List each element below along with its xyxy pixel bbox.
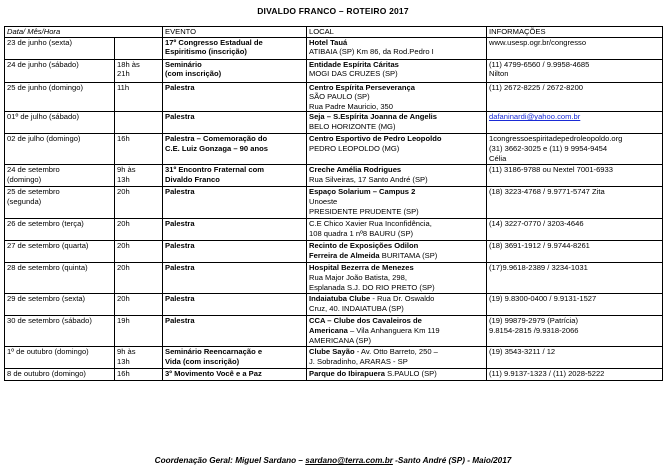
event-text: Seminário	[165, 59, 202, 69]
time-text: 20h	[117, 241, 130, 251]
cell-event	[163, 187, 307, 219]
cell-event	[163, 37, 307, 59]
info-text: (18) 3691-1912 / 9.9744-8261	[489, 241, 590, 251]
cell-time	[115, 82, 163, 112]
cell-local	[307, 369, 487, 381]
info-text: (18) 3223-4768 / 9.9771-5747 Zita	[489, 187, 605, 197]
schedule-table	[4, 26, 663, 381]
cell-date	[5, 241, 115, 263]
time-text: 20h	[117, 187, 130, 197]
local-venue-name: Hospital Bezerra de Menezes	[309, 263, 414, 273]
date-text: 02 de julho (domingo)	[7, 134, 81, 144]
cell-date	[5, 165, 115, 187]
local-address: BELO HORIZONTE (MG)	[309, 121, 396, 131]
table-row	[5, 369, 663, 381]
local-address: Rua Padre Mauricio, 350	[309, 101, 393, 111]
document-title: DIVALDO FRANCO – ROTEIRO 2017	[257, 6, 409, 16]
cell-event	[163, 369, 307, 381]
table-row	[5, 112, 663, 134]
local-venue-name: Recinto de Exposições Odilon	[309, 241, 419, 251]
cell-time	[115, 134, 163, 165]
cell-time	[115, 59, 163, 82]
footer-suffix: -Santo André (SP) - Maio/2017	[395, 456, 512, 465]
local-venue	[309, 165, 484, 175]
info-text: (11) 4799-6560 / 9.9958-4685	[489, 59, 590, 69]
event-text: Seminário Reencarnação e	[165, 347, 263, 357]
cell-local	[307, 165, 487, 187]
header-row	[5, 27, 663, 38]
local-address: PRESIDENTE PRUDENTE (SP)	[309, 206, 419, 216]
date-text: 1º de outubro (domingo)	[7, 347, 89, 357]
time-text: 21h	[117, 69, 130, 79]
local-venue-name: Espaço Solarium – Campus 2	[309, 187, 416, 197]
header-event: EVENTO	[163, 27, 307, 38]
cell-local	[307, 59, 487, 82]
date-text: 30 de setembro (sábado)	[7, 316, 92, 326]
event-text: Palestra	[165, 82, 195, 92]
time-text: 9h às	[117, 347, 136, 357]
cell-local	[307, 219, 487, 241]
cell-time	[115, 316, 163, 347]
cell-time	[115, 294, 163, 316]
cell-event	[163, 241, 307, 263]
cell-event	[163, 316, 307, 347]
cell-local	[307, 37, 487, 59]
local-address: SÃO PAULO (SP)	[309, 92, 370, 102]
cell-local	[307, 82, 487, 112]
cell-event	[163, 59, 307, 82]
local-venue-detail: - Rua Dr. Oswaldo	[372, 294, 435, 304]
local-venue-name: Americana	[309, 325, 348, 335]
info-text: (11) 2672-8225 / 2672-8200	[489, 82, 584, 92]
cell-info	[487, 134, 663, 165]
info-text: www.usesp.ogr.br/congresso	[489, 37, 587, 47]
cell-event	[163, 82, 307, 112]
cell-info	[487, 294, 663, 316]
event-text: Espiritismo (inscrição)	[165, 47, 247, 57]
event-text: Divaldo Franco	[165, 174, 220, 184]
info-text: 1congressoespiritadepedroleopoldo.org	[489, 134, 623, 144]
time-text: 13h	[117, 356, 130, 366]
cell-event	[163, 347, 307, 369]
local-venue-name: Parque do Ibirapuera	[309, 369, 385, 379]
local-venue-name: Centro Esportivo de Pedro Leopoldo	[309, 134, 442, 144]
time-text: 16h	[117, 134, 130, 144]
cell-local	[307, 134, 487, 165]
info-text: Célia	[489, 153, 507, 163]
info-text: (11) 9.9137-1323 / (11) 2028-5222	[489, 369, 605, 379]
local-venue	[309, 294, 484, 304]
local-address: PEDRO LEOPOLDO (MG)	[309, 143, 400, 153]
cell-info	[487, 263, 663, 294]
date-text: 25 de setembro	[7, 187, 60, 197]
local-venue-detail: – Vila Anhanguera Km 119	[349, 325, 440, 335]
time-text: 18h às	[117, 59, 140, 69]
cell-info	[487, 59, 663, 82]
local-venue	[309, 38, 484, 48]
cell-event	[163, 134, 307, 165]
time-text: 16h	[117, 369, 130, 379]
time-text: 13h	[117, 174, 130, 184]
date-text: 28 de setembro (quinta)	[7, 263, 88, 273]
event-text: Palestra	[165, 263, 195, 273]
cell-info	[487, 187, 663, 219]
local-venue-detail: BURITAMA (SP)	[381, 250, 438, 260]
cell-info	[487, 37, 663, 59]
info-text: (31) 3662-3025 e (11) 9 9954-9454	[489, 143, 608, 153]
local-address: Unoeste	[309, 196, 338, 206]
info-text: (19) 9.8300-0400 / 9.9131-1527	[489, 294, 597, 304]
cell-event	[163, 219, 307, 241]
local-address: AMERICANA (SP)	[309, 335, 372, 345]
info-text: (11) 3186-9788 ou Nextel 7001-6933	[489, 165, 613, 175]
schedule-body	[5, 37, 663, 381]
date-text: 29 de setembro (sexta)	[7, 294, 86, 304]
date-text: 27 de setembro (quarta)	[7, 241, 89, 251]
info-text: Nilton	[489, 69, 509, 79]
date-text: 26 de setembro (terça)	[7, 219, 84, 229]
local-address: Cruz, 40. INDAIATUBA (SP)	[309, 303, 404, 313]
table-row	[5, 165, 663, 187]
local-venue-detail: S.PAULO (SP)	[387, 369, 437, 379]
table-row	[5, 219, 663, 241]
cell-event	[163, 165, 307, 187]
cell-event	[163, 294, 307, 316]
local-address: C.E Chico Xavier Rua Inconfidência,	[309, 219, 432, 229]
date-text: 23 de junho (sexta)	[7, 37, 73, 47]
local-address: Rua Major João Batista, 298,	[309, 272, 407, 282]
info-email-link[interactable]: dafaninardi@yahoo.com.br	[489, 112, 581, 122]
table-row	[5, 37, 663, 59]
event-text: Palestra	[165, 316, 195, 326]
time-text: 20h	[117, 294, 130, 304]
date-text: (domingo)	[7, 174, 42, 184]
header-info: INFORMAÇÕES	[487, 27, 663, 38]
local-address: J. Sobradinho, ARARAS - SP	[309, 356, 408, 366]
cell-date	[5, 316, 115, 347]
date-text: 8 de outubro (domingo)	[7, 369, 86, 379]
local-venue	[309, 187, 484, 197]
local-venue-detail: - Av. Otto Barreto, 250 –	[356, 347, 438, 357]
cell-date	[5, 219, 115, 241]
local-venue	[309, 83, 484, 93]
local-venue-name: Indaiatuba Clube	[309, 294, 371, 304]
cell-date	[5, 37, 115, 59]
local-venue	[309, 112, 484, 122]
event-text: Palestra	[165, 241, 195, 251]
time-text: 9h às	[117, 165, 136, 175]
cell-date	[5, 369, 115, 381]
local-venue-name: Seja – S.Espírita Joanna de Angelis	[309, 112, 438, 122]
cell-local	[307, 112, 487, 134]
local-venue	[309, 241, 484, 251]
local-venue	[309, 263, 484, 273]
time-text: 19h	[117, 316, 130, 326]
table-row	[5, 241, 663, 263]
event-text: Palestra	[165, 112, 195, 122]
local-venue	[309, 251, 484, 261]
table-row	[5, 82, 663, 112]
cell-time	[115, 165, 163, 187]
time-text: 11h	[117, 82, 130, 92]
cell-local	[307, 263, 487, 294]
cell-time	[115, 37, 163, 59]
event-text: 3º Movimento Você e a Paz	[165, 369, 262, 379]
local-venue	[309, 326, 484, 336]
event-text: C.E. Luiz Gonzaga – 90 anos	[165, 143, 268, 153]
cell-info	[487, 241, 663, 263]
local-address: ATIBAIA (SP) Km 86, da Rod.Pedro I	[309, 47, 434, 57]
local-venue	[309, 316, 484, 326]
event-text: (com inscrição)	[165, 69, 222, 79]
cell-date	[5, 294, 115, 316]
footer-email-link[interactable]: sardano@terra.com.br	[305, 456, 393, 465]
date-text: (segunda)	[7, 196, 42, 206]
cell-date	[5, 347, 115, 369]
cell-time	[115, 263, 163, 294]
event-text: Palestra	[165, 294, 195, 304]
table-row	[5, 316, 663, 347]
local-venue-name: Creche Amélia Rodrigues	[309, 165, 402, 175]
cell-time	[115, 112, 163, 134]
cell-info	[487, 369, 663, 381]
date-text: 01º de julho (sábado)	[7, 112, 80, 122]
time-text: 20h	[117, 263, 130, 273]
cell-date	[5, 82, 115, 112]
cell-local	[307, 241, 487, 263]
cell-info	[487, 316, 663, 347]
cell-time	[115, 369, 163, 381]
event-text: Palestra – Comemoração do	[165, 134, 268, 144]
cell-info	[487, 165, 663, 187]
cell-time	[115, 241, 163, 263]
table-row	[5, 294, 663, 316]
date-text: 24 de setembro	[7, 165, 60, 175]
info-text: (17)9.9618-2389 / 3234-1031	[489, 263, 588, 273]
local-venue-name: Entidade Espírita Cáritas	[309, 59, 399, 69]
cell-date	[5, 134, 115, 165]
event-text: 17º Congresso Estadual de	[165, 37, 263, 47]
cell-event	[163, 112, 307, 134]
cell-time	[115, 219, 163, 241]
time-text: 20h	[117, 219, 130, 229]
cell-date	[5, 59, 115, 82]
table-row	[5, 263, 663, 294]
cell-date	[5, 112, 115, 134]
info-text: (14) 3227-0770 / 3203-4646	[489, 219, 584, 229]
table-row	[5, 134, 663, 165]
local-venue	[309, 347, 484, 357]
cell-date	[5, 263, 115, 294]
cell-info	[487, 82, 663, 112]
local-venue	[309, 369, 484, 379]
cell-time	[115, 347, 163, 369]
cell-event	[163, 263, 307, 294]
cell-date	[5, 187, 115, 219]
local-address: Esplanada S.J. DO RIO PRETO (SP)	[309, 282, 435, 292]
date-text: 24 de junho (sábado)	[7, 59, 79, 69]
local-venue-name: Clube Sayão	[309, 347, 355, 357]
local-venue-name: Hotel Tauá	[309, 37, 348, 47]
local-venue	[309, 134, 484, 144]
event-text: 31º Encontro Fraternal com	[165, 165, 264, 175]
footer-prefix: Coordenação Geral: Miguel Sardano –	[154, 456, 303, 465]
info-text: 9.8154-2815 /9.9318-2066	[489, 325, 579, 335]
local-venue-name: CCA – Clube dos Cavaleiros de	[309, 316, 422, 326]
local-venue-name: Centro Espírita Perseverança	[309, 82, 415, 92]
cell-local	[307, 294, 487, 316]
info-text: (19) 3543-3211 / 12	[489, 347, 556, 357]
cell-time	[115, 187, 163, 219]
cell-local	[307, 347, 487, 369]
info-text: (19) 99879-2979 (Patrícia)	[489, 316, 579, 326]
footer-credit	[0, 456, 666, 465]
event-text: Vida (com inscrição)	[165, 356, 240, 366]
local-venue	[309, 60, 484, 70]
table-row	[5, 187, 663, 219]
table-row	[5, 59, 663, 82]
table-row	[5, 347, 663, 369]
cell-info	[487, 112, 663, 134]
local-address: MOGI DAS CRUZES (SP)	[309, 69, 398, 79]
date-text: 25 de junho (domingo)	[7, 82, 83, 92]
cell-info	[487, 347, 663, 369]
cell-info	[487, 219, 663, 241]
header-local: LOCAL	[307, 27, 487, 38]
local-address: 108 quadra 1 nº8 BAURU (SP)	[309, 228, 414, 238]
local-venue-name: Ferreira de Almeida	[309, 250, 380, 260]
cell-local	[307, 316, 487, 347]
event-text: Palestra	[165, 187, 195, 197]
cell-local	[307, 187, 487, 219]
header-date: Data/ Mês/Hora	[5, 27, 163, 38]
event-text: Palestra	[165, 219, 195, 229]
local-address: Rua Silveiras, 17 Santo André (SP)	[309, 174, 428, 184]
